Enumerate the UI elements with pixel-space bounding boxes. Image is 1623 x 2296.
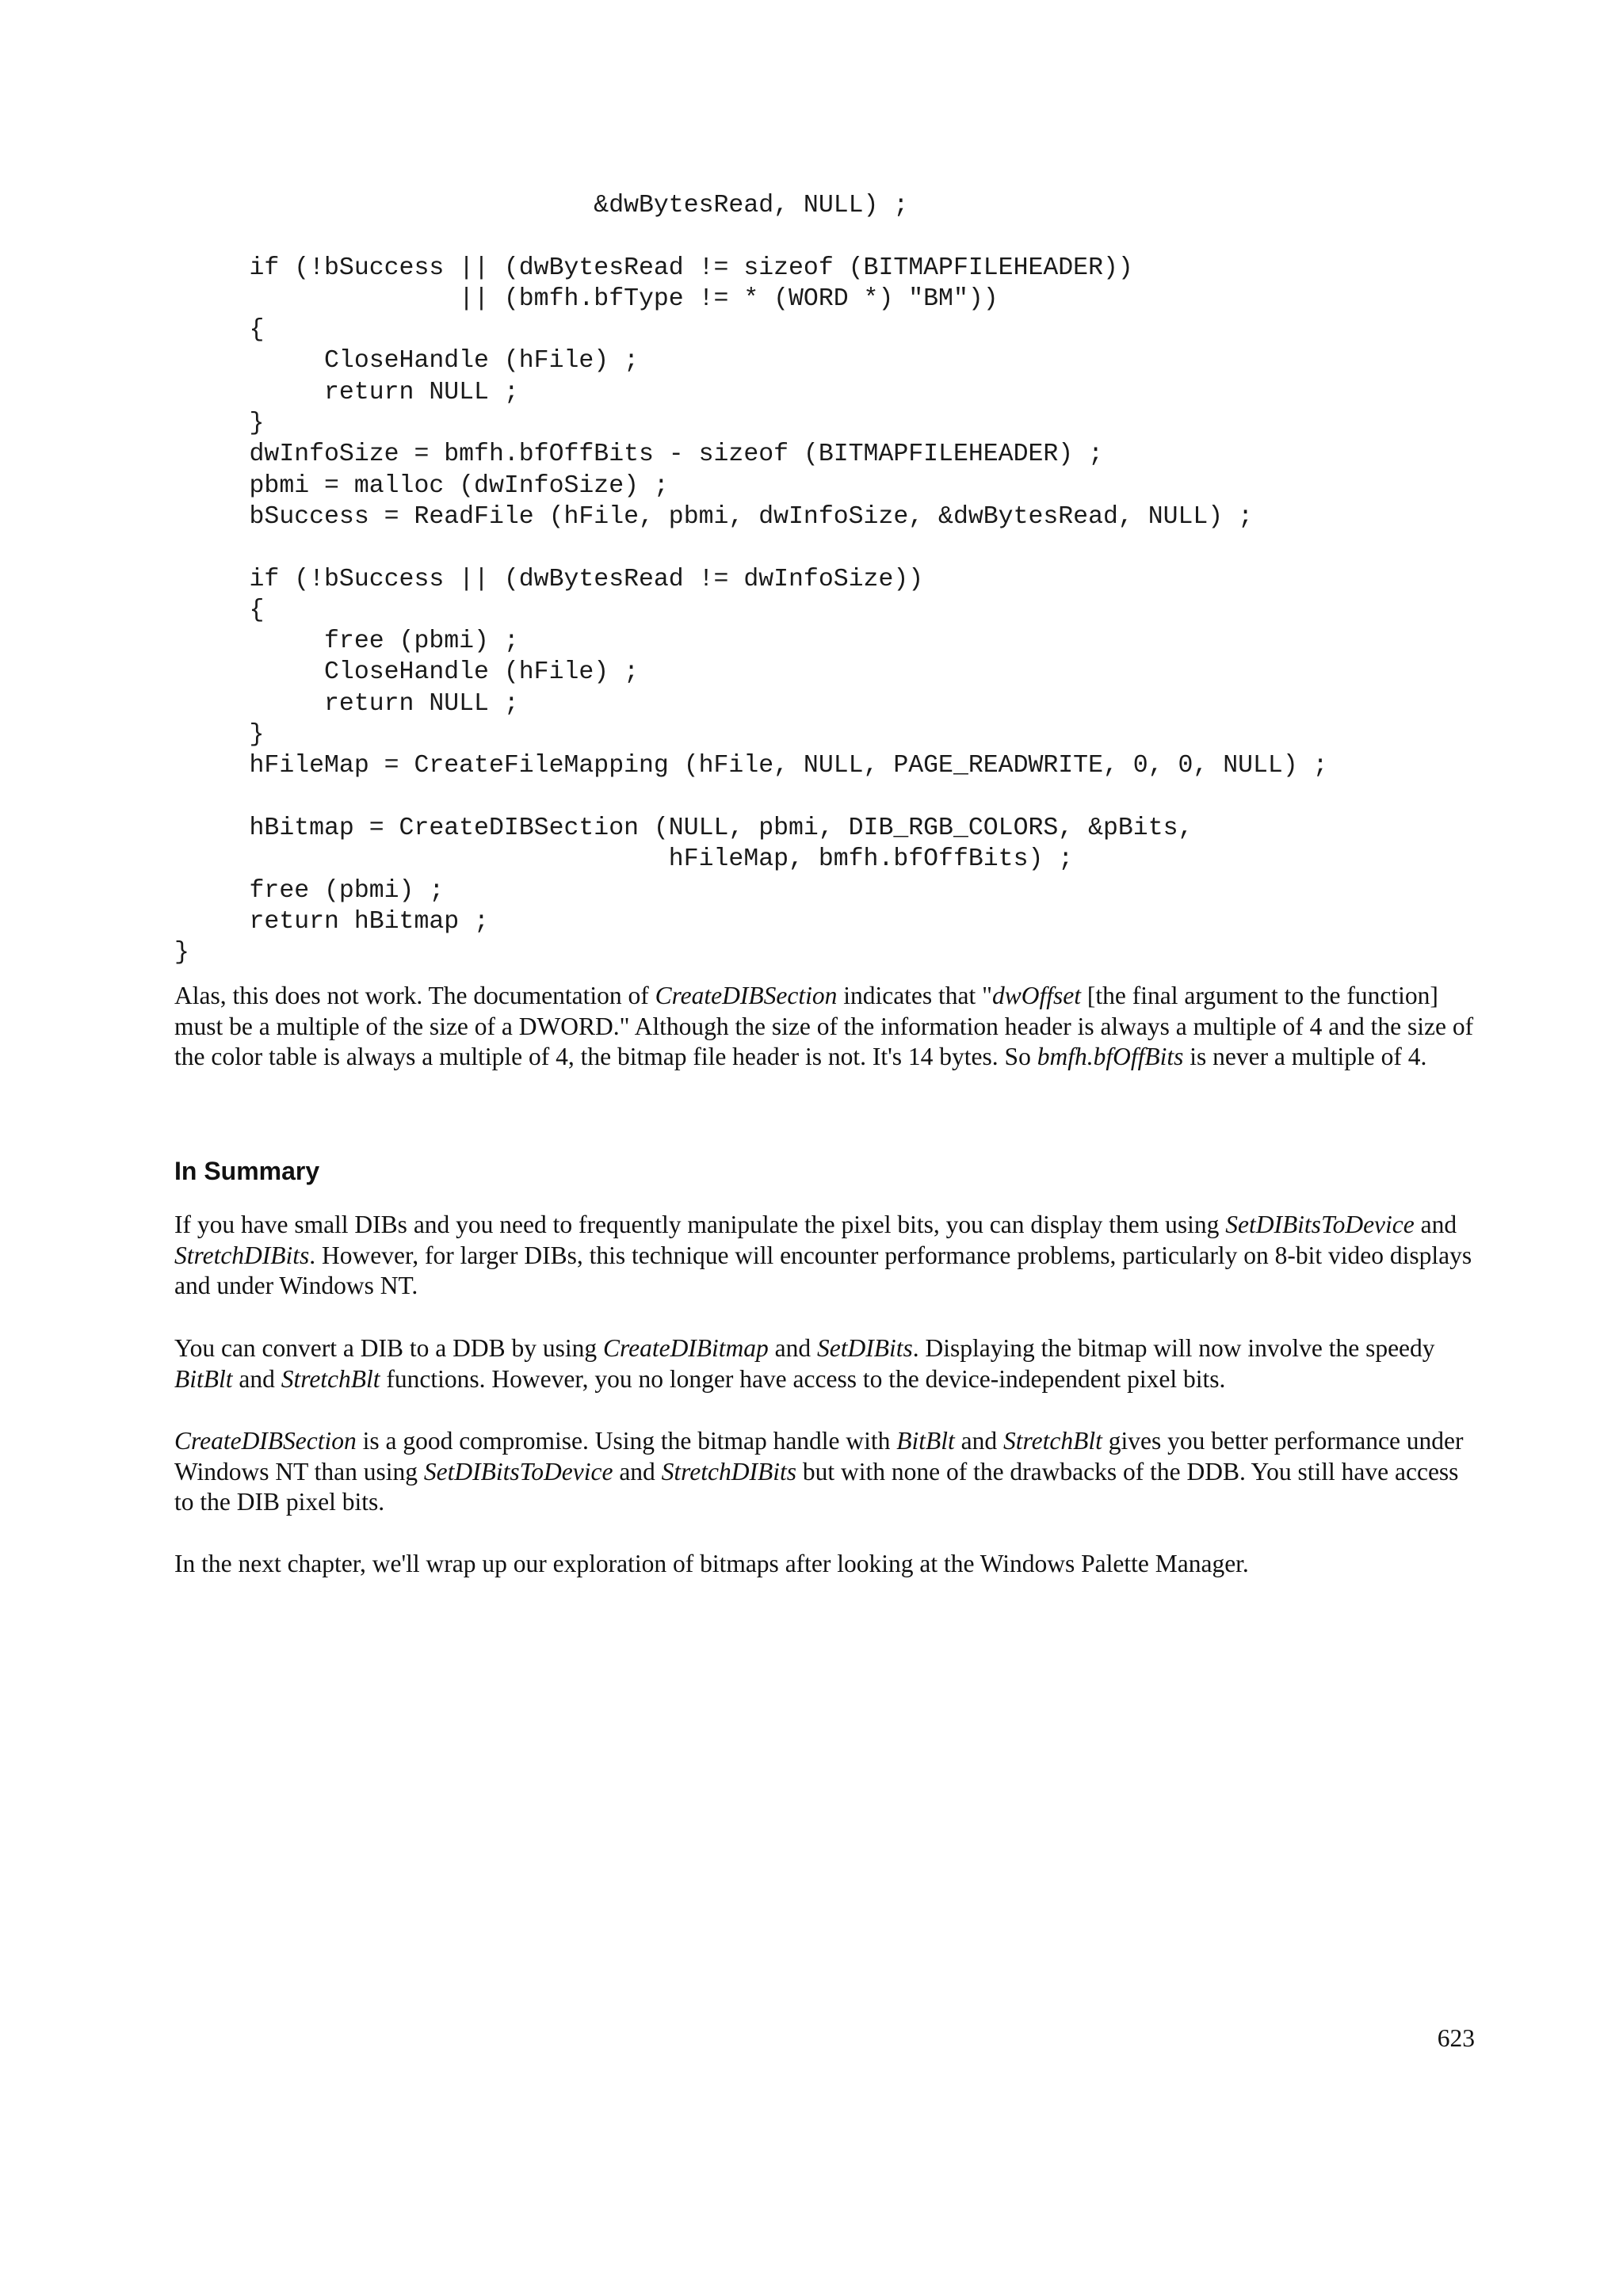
text-run: indicates that " [837, 982, 993, 1009]
italic-term: CreateDIBSection [655, 982, 838, 1009]
text-run: If you have small DIBs and you need to frequently manipulate the pixel bits, you can display them using [174, 1211, 1226, 1238]
italic-term: BitBlt [174, 1364, 233, 1393]
text-run: gives you better performance under Windows NT than using [174, 1427, 1464, 1486]
code-line: } [174, 939, 189, 967]
italic-term: SetDIBitsToDevice [423, 1457, 613, 1486]
code-line: if (!bSuccess || (dwBytesRead != sizeof (BITMAPFILEHEADER)) [174, 254, 1133, 282]
code-line: hFileMap, bmfh.bfOffBits) ; [174, 845, 1074, 874]
code-line: hFileMap = CreateFileMapping (hFile, NULL, PAGE_READWRITE, 0, 0, NULL) ; [174, 752, 1328, 780]
italic-term: StretchDIBits [661, 1457, 796, 1486]
code-block [174, 190, 1328, 968]
italic-term: SetDIBitsToDevice [1225, 1211, 1415, 1238]
text-run: Alas, this does not work. The documentation of [174, 982, 655, 1009]
italic-term: CreateDIBitmap [603, 1334, 769, 1362]
text-run: is never a multiple of 4. [1183, 1043, 1427, 1070]
code-line: if (!bSuccess || (dwBytesRead != dwInfoSize)) [174, 565, 924, 593]
text-run: and [613, 1457, 662, 1486]
code-line: } [174, 410, 265, 438]
text-run: functions. However, you no longer have access to the device-independent pixel bits. [380, 1364, 1226, 1393]
text-run: and [768, 1334, 818, 1362]
text-run: In the next chapter, we'll wrap up our exploration of bitmaps after looking at the Windows Palette Manager. [174, 1550, 1249, 1577]
italic-term: bmfh.bfOffBits [1037, 1043, 1184, 1070]
italic-term: StretchDIBits [174, 1241, 310, 1269]
text-run: and [954, 1427, 1004, 1455]
text-run: . Displaying the bitmap will now involve the speedy [912, 1334, 1435, 1362]
text-run: and [1414, 1211, 1457, 1238]
code-line: bSuccess = ReadFile (hFile, pbmi, dwInfoSize, &dwBytesRead, NULL) ; [174, 502, 1254, 531]
italic-term: StretchBlt [281, 1364, 380, 1393]
italic-term: SetDIBits [817, 1334, 913, 1362]
code-line: return NULL ; [174, 689, 519, 718]
paragraph-compromise [174, 1426, 1474, 1518]
paragraph-convert [174, 1333, 1474, 1394]
code-line: || (bmfh.bfType != * (WORD *) "BM")) [174, 284, 999, 313]
code-line: free (pbmi) ; [174, 876, 445, 905]
italic-term: BitBlt [896, 1427, 955, 1455]
code-line: pbmi = malloc (dwInfoSize) ; [174, 471, 669, 500]
italic-term: dwOffset [992, 982, 1082, 1009]
code-line: dwInfoSize = bmfh.bfOffBits - sizeof (BITMAPFILEHEADER) ; [174, 441, 1103, 469]
page-number: 623 [1437, 2024, 1475, 2052]
text-run: but with none of the drawbacks of the DDB. You still have access to the DIB pixel bits. [174, 1457, 1459, 1516]
italic-term: StretchBlt [1003, 1427, 1102, 1455]
text-run: [the final argument to the function] must be a multiple of the size of a DWORD." Although the size of the information header is always a multiple of 4 and the size of the color table is always a multiple of 4, the bitmap file header is not. It's 14 bytes. So [174, 982, 1474, 1070]
section-heading: In Summary [174, 1157, 320, 1185]
code-line [174, 221, 1328, 252]
code-line: { [174, 596, 265, 624]
code-line: return NULL ; [174, 378, 519, 406]
paragraph-alas [174, 981, 1474, 1073]
text-run: and [232, 1364, 281, 1393]
code-line: } [174, 721, 265, 749]
text-run: is a good compromise. Using the bitmap handle with [356, 1427, 897, 1455]
code-line: { [174, 316, 265, 345]
code-line: hBitmap = CreateDIBSection (NULL, pbmi, DIB_RGB_COLORS, &pBits, [174, 814, 1193, 842]
code-line: &dwBytesRead, NULL) ; [174, 192, 909, 219]
text-run: You can convert a DIB to a DDB by using [174, 1334, 603, 1362]
code-line: CloseHandle (hFile) ; [174, 658, 639, 687]
code-line: return hBitmap ; [174, 907, 489, 936]
paragraph-small-dibs [174, 1210, 1474, 1302]
code-line: free (pbmi) ; [174, 627, 519, 656]
code-line [174, 532, 1328, 563]
text-run: . However, for larger DIBs, this technique will encounter performance problems, particularly on 8-bit video displays and under Windows NT. [174, 1241, 1472, 1299]
code-line: CloseHandle (hFile) ; [174, 347, 639, 376]
italic-term: CreateDIBSection [174, 1427, 357, 1455]
code-line [174, 782, 1328, 813]
paragraph-next-chapter [174, 1549, 1474, 1580]
